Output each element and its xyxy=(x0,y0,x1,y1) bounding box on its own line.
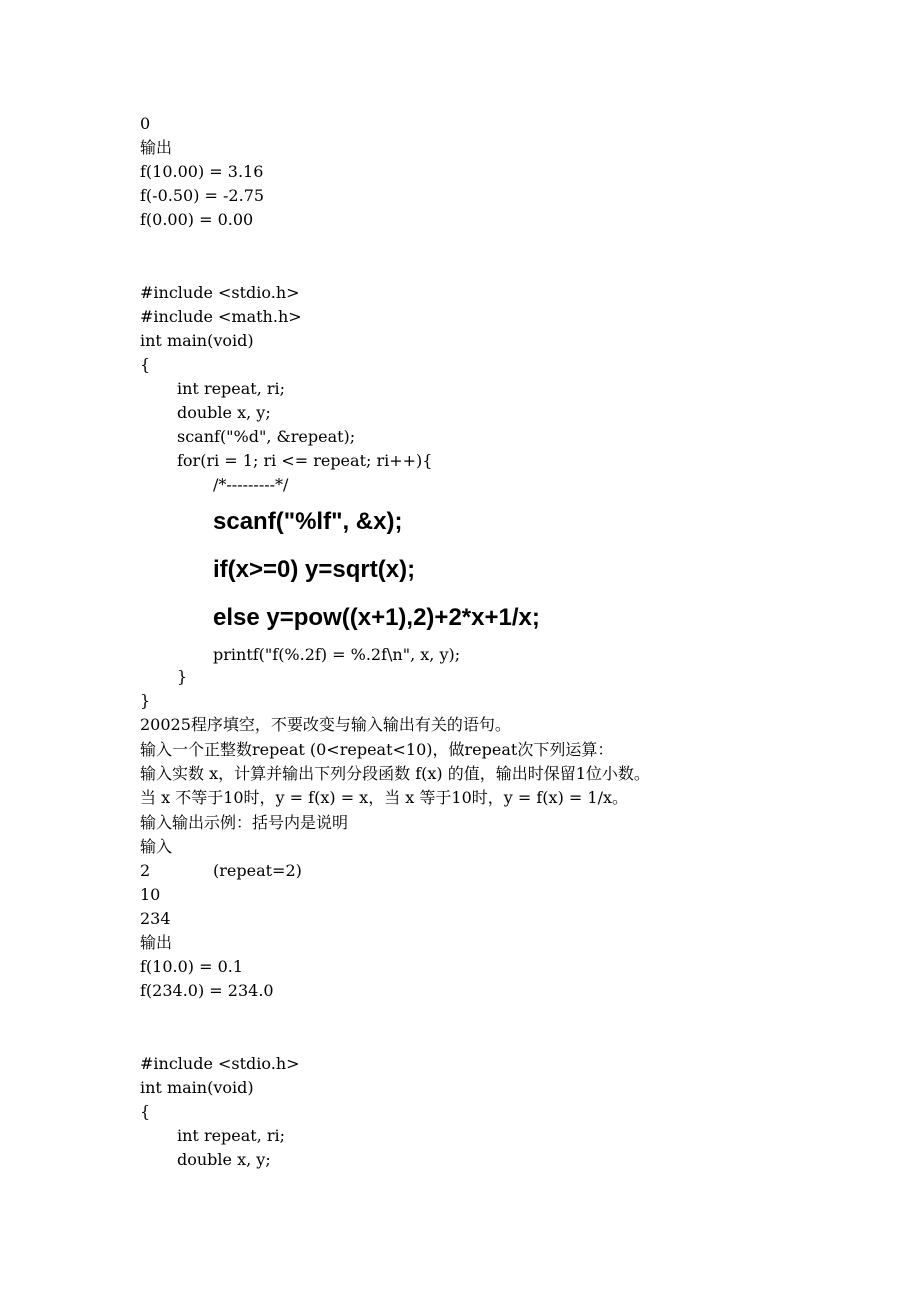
code-include-math: #include <math.h> xyxy=(140,307,302,326)
input-value-line: 10 xyxy=(140,885,161,904)
problem-title: 20025程序填空，不要改变与输入输出有关的语句。 xyxy=(140,715,511,734)
output-result-line: f(234.0) = 234.0 xyxy=(140,981,274,1000)
input-value-line: 2 xyxy=(140,861,151,880)
code-include-stdio: #include <stdio.h> xyxy=(140,1054,300,1073)
code-int-declaration: int repeat, ri; xyxy=(177,1126,286,1145)
code-scanf-repeat: scanf("%d", &repeat); xyxy=(177,427,356,446)
code-for-loop: for(ri = 1; ri <= repeat; ri++){ xyxy=(177,451,433,470)
answer-line: if(x>=0) y=sqrt(x); xyxy=(213,556,416,583)
code-outer-close-brace: } xyxy=(140,691,151,710)
code-inner-close-brace: } xyxy=(177,667,188,686)
problem-text-rule: 当 x 不等于10时，y = f(x) = x，当 x 等于10时，y = f(x) = 1/x。 xyxy=(140,788,628,807)
code-open-brace: { xyxy=(140,1102,151,1121)
input-label: 输入 xyxy=(140,837,173,856)
input-note: (repeat=2) xyxy=(213,861,302,880)
code-open-brace: { xyxy=(140,355,151,374)
code-main-declaration: int main(void) xyxy=(140,1078,254,1097)
output-result-line: f(-0.50) = -2.75 xyxy=(140,186,265,205)
input-value-line: 234 xyxy=(140,909,171,928)
input-value-line: 0 xyxy=(140,114,151,133)
code-printf-line: printf("f(%.2f) = %.2f\n", x, y); xyxy=(213,645,461,664)
code-include-stdio: #include <stdio.h> xyxy=(140,283,300,302)
problem-text-task: 输入实数 x，计算并输出下列分段函数 f(x) 的值，输出时保留1位小数。 xyxy=(140,764,650,783)
code-double-declaration: double x, y; xyxy=(177,403,271,422)
output-label: 输出 xyxy=(140,933,173,952)
problem-text-example: 输入输出示例：括号内是说明 xyxy=(140,813,349,832)
output-result-line: f(10.0) = 0.1 xyxy=(140,957,244,976)
code-double-declaration: double x, y; xyxy=(177,1150,271,1169)
output-result-line: f(10.00) = 3.16 xyxy=(140,162,264,181)
problem-text-repeat: 输入一个正整数repeat (0<repeat<10)，做repeat次下列运算： xyxy=(140,740,614,759)
answer-line: scanf("%lf", &x); xyxy=(213,508,403,535)
code-main-declaration: int main(void) xyxy=(140,331,254,350)
code-int-declaration: int repeat, ri; xyxy=(177,379,286,398)
output-label: 输出 xyxy=(140,138,173,157)
code-blank-marker: /*---------*/ xyxy=(213,475,289,494)
output-result-line: f(0.00) = 0.00 xyxy=(140,210,254,229)
answer-line: else y=pow((x+1),2)+2*x+1/x; xyxy=(213,604,540,631)
